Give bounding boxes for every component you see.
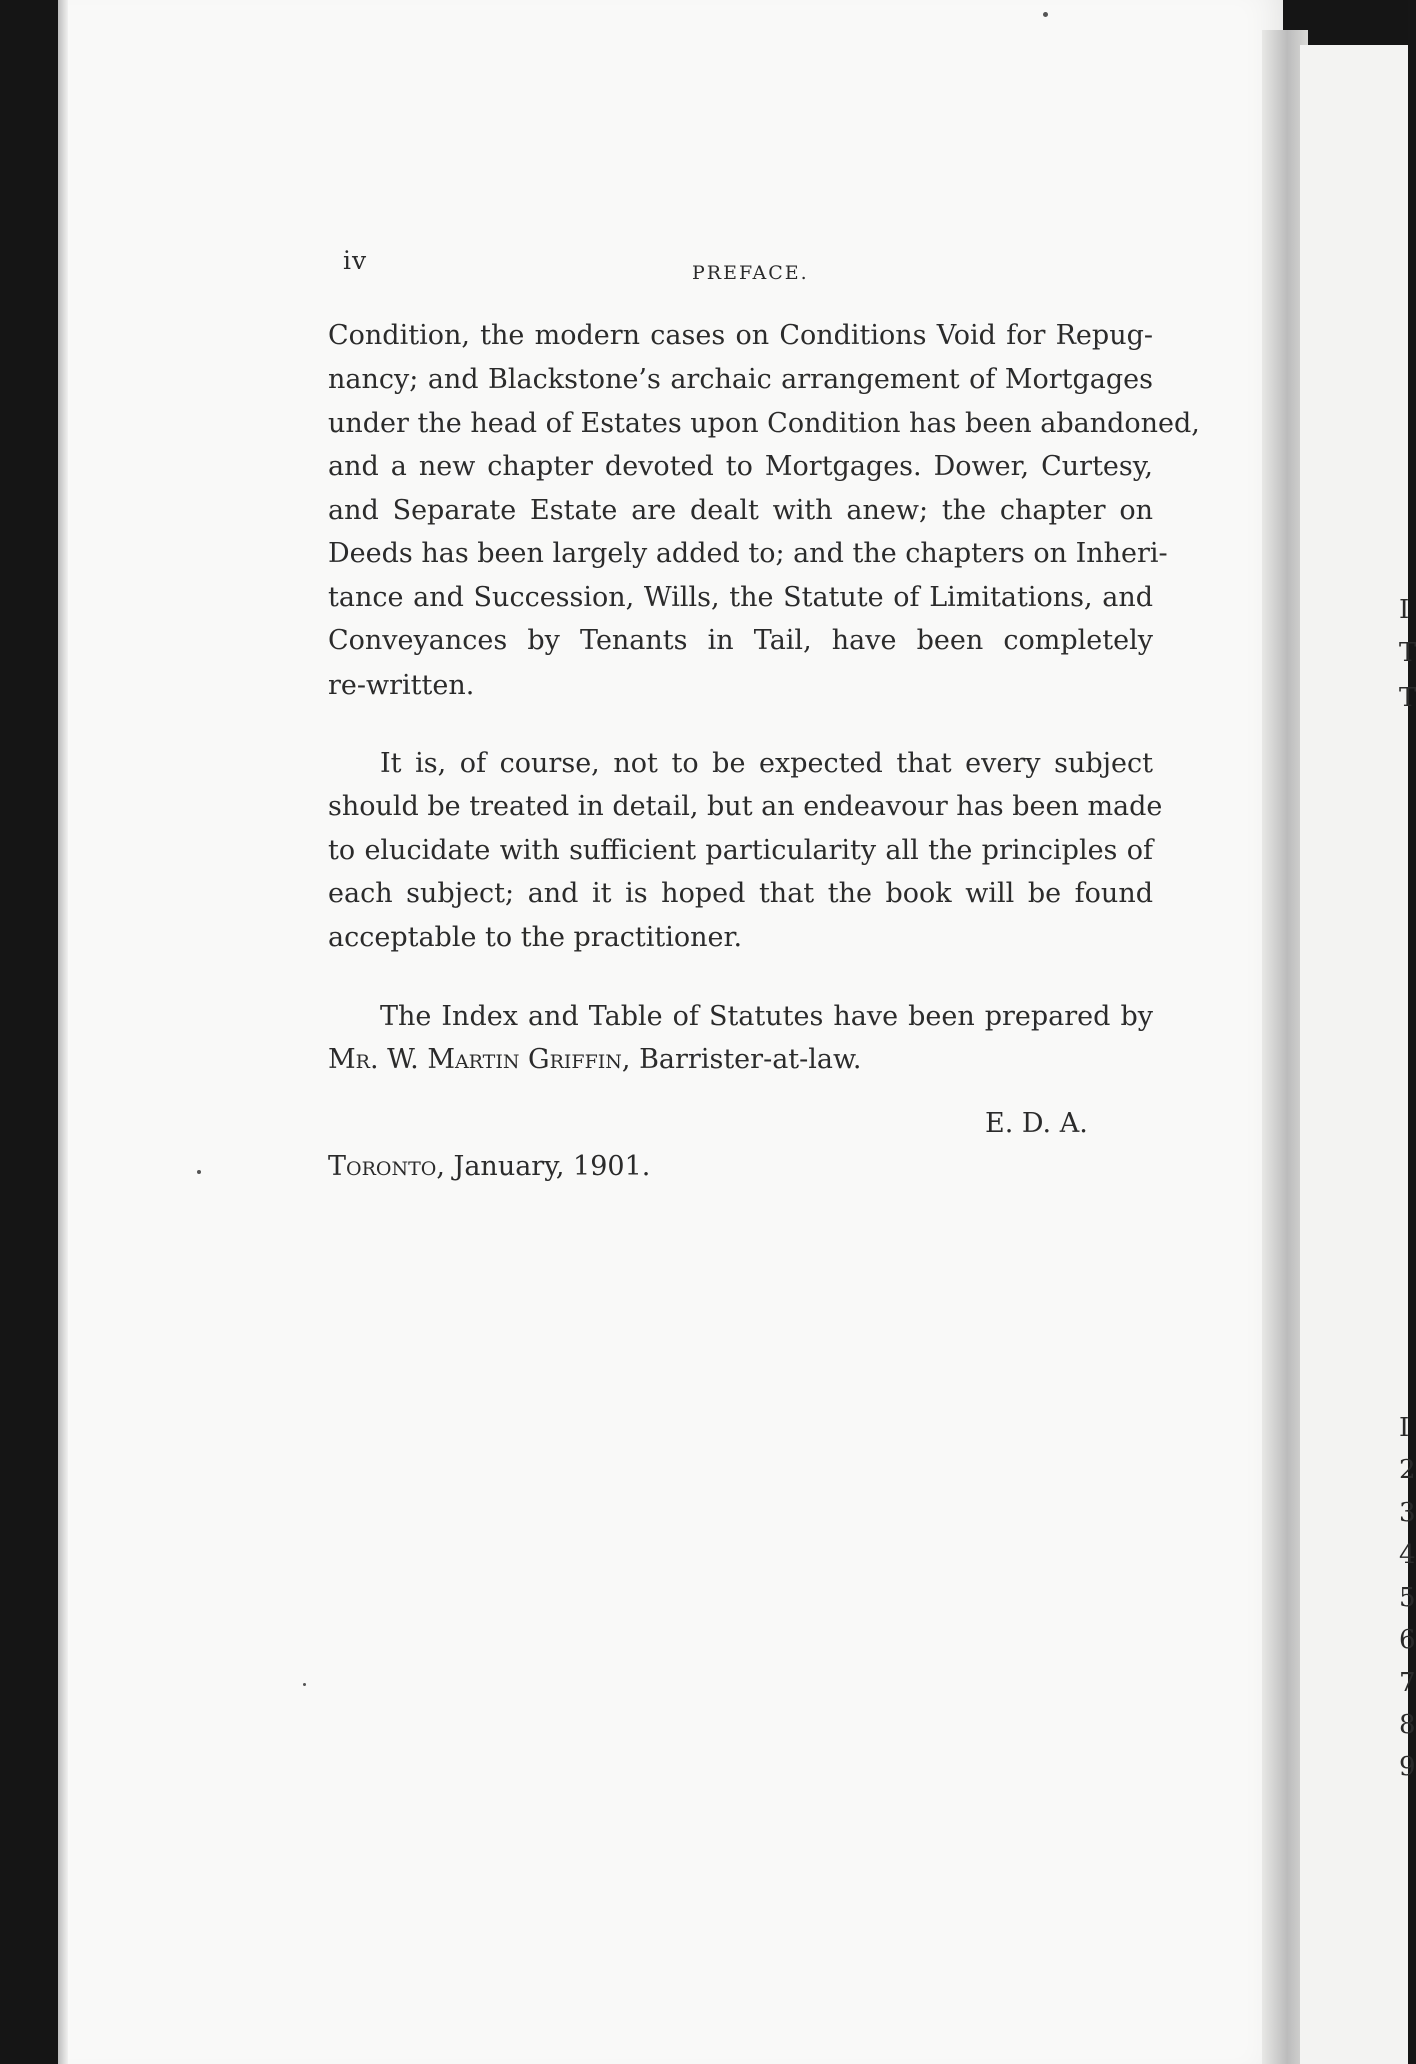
paragraph-line: tance and Succession, Wills, the Statute of Limitations, and — [328, 582, 1153, 613]
dust-speck — [303, 1683, 306, 1686]
next-page-glyph: 5 — [1399, 1583, 1416, 1613]
next-page-glyph: 8 — [1399, 1710, 1416, 1740]
paragraph-line: and a new chapter devoted to Mortgages. Dower, Curtesy, — [328, 451, 1153, 482]
next-page-glyph: I — [1399, 1413, 1410, 1443]
running-head: PREFACE. — [692, 262, 809, 284]
paragraph-line: each subject; and it is hoped that the book will be found — [328, 878, 1153, 909]
paragraph-line: under the head of Estates upon Condition has been abandoned, — [328, 408, 1200, 439]
page-left-edge — [58, 0, 68, 2064]
dateline — [328, 1153, 650, 1180]
next-page-glyph: 4 — [1399, 1540, 1416, 1570]
paragraph-line: The Index and Table of Statutes have been prepared by — [380, 1001, 1153, 1032]
next-page — [1300, 45, 1408, 2064]
next-page-glyph: T — [1399, 638, 1416, 668]
dust-speck — [1043, 12, 1048, 17]
paragraph-line: It is, of course, not to be expected that every subject — [380, 748, 1153, 779]
next-page-glyph: 7 — [1399, 1668, 1416, 1698]
next-page-glyph: I — [1399, 595, 1410, 625]
next-page-glyph: 9 — [1399, 1752, 1416, 1782]
paragraph-line: Deeds has been largely added to; and the chapters on Inheri- — [328, 538, 1168, 569]
index-credit-line — [328, 1046, 861, 1073]
paragraph-line: Conveyances by Tenants in Tail, have been completely — [328, 625, 1153, 656]
next-page-glyph: 6 — [1399, 1625, 1416, 1655]
credit-name: Mr. W. Martin Griffin — [328, 1044, 622, 1075]
dateline-place: Toronto — [328, 1151, 437, 1182]
paragraph-line: nancy; and Blackstone’s archaic arrangement of Mortgages — [328, 364, 1153, 395]
book-page — [58, 0, 1283, 2064]
paragraph-line: Condition, the modern cases on Conditions Void for Repug- — [328, 320, 1153, 351]
dust-speck — [197, 1170, 201, 1174]
next-page-glyph: 3 — [1399, 1498, 1416, 1528]
dateline-date: , January, 1901. — [436, 1151, 651, 1182]
paragraph-line: and Separate Estate are dealt with anew; the chapter on — [328, 495, 1153, 526]
paragraph-line: acceptable to the practitioner. — [328, 922, 743, 953]
signature-initials: E. D. A. — [985, 1108, 1088, 1139]
next-page-glyph: T — [1399, 683, 1416, 713]
paragraph-line: should be treated in detail, but an endeavour has been made — [328, 791, 1163, 822]
paragraph-line: to elucidate with sufficient particularity all the principles of — [328, 835, 1153, 866]
next-page-glyph: 2 — [1399, 1455, 1416, 1485]
page-number: iv — [343, 246, 368, 275]
paragraph-line: re-written. — [328, 670, 475, 701]
credit-suffix: , Barrister-at-law. — [621, 1044, 862, 1075]
